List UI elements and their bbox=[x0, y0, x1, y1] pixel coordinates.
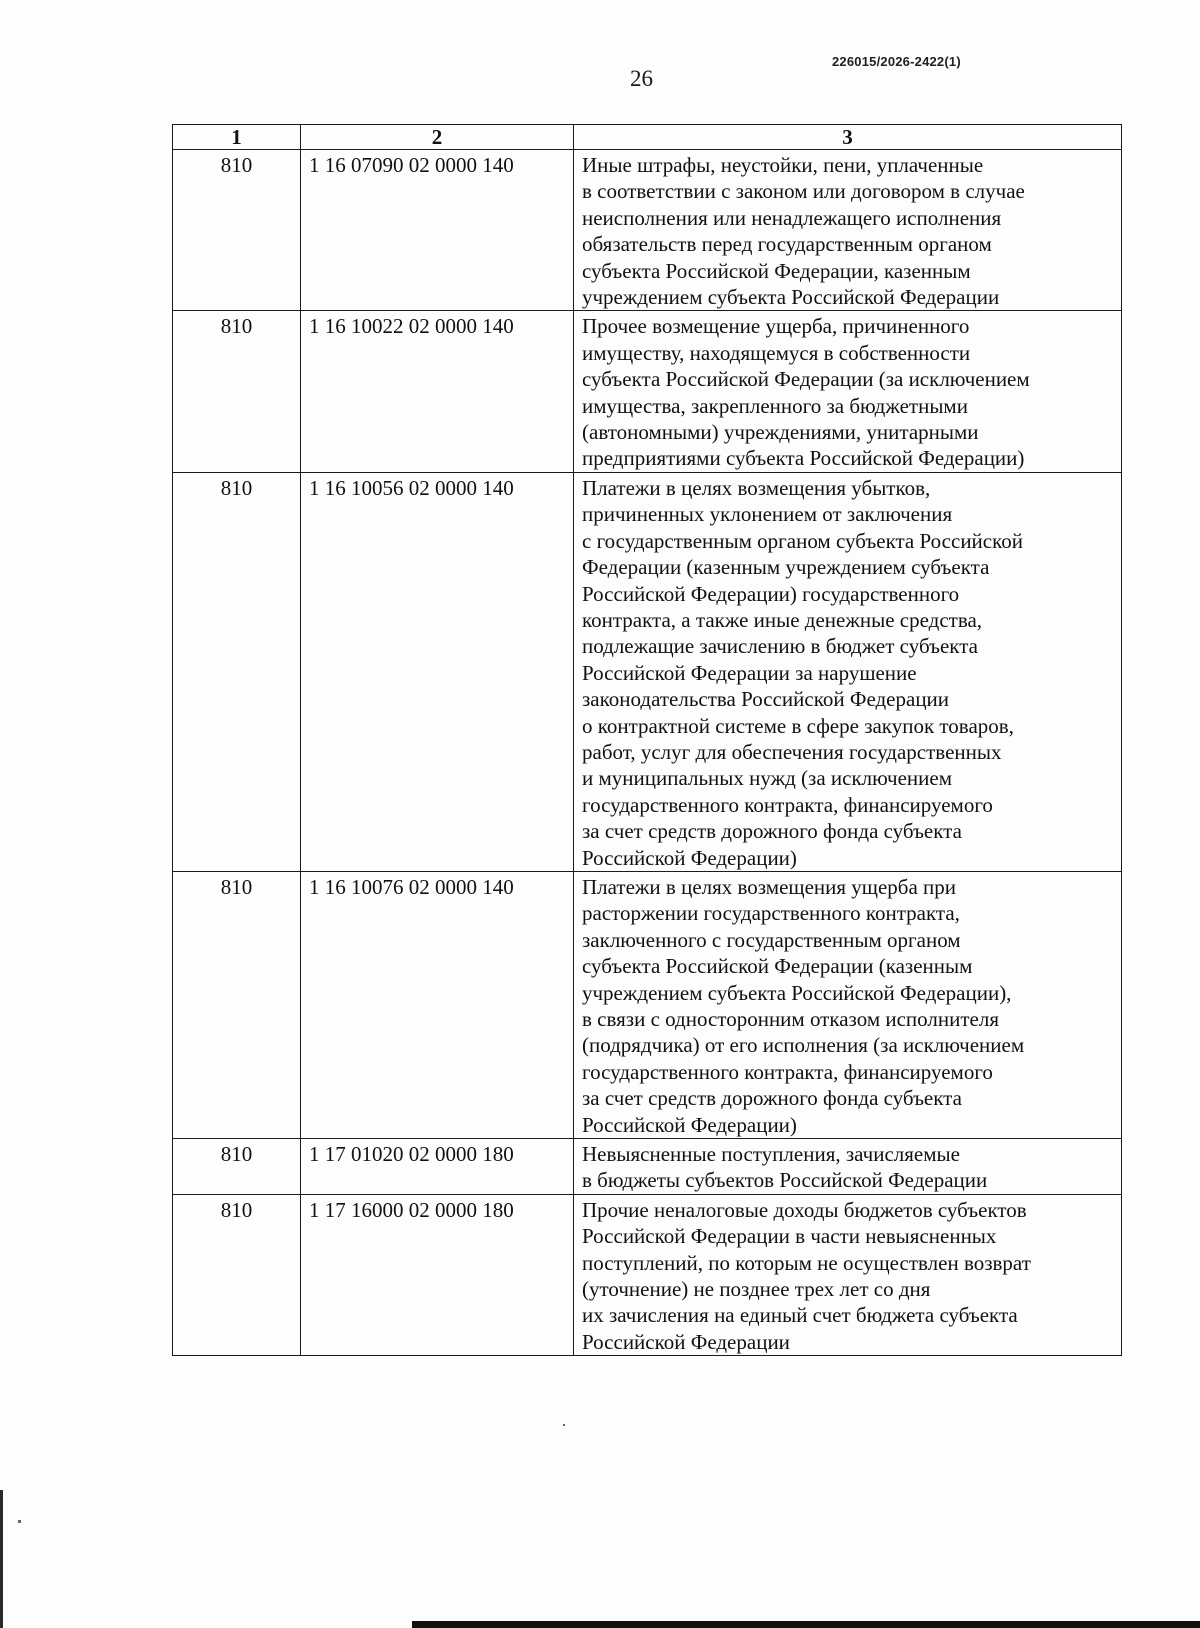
revenue-name-line: государственного контракта, финансируемого bbox=[582, 1059, 993, 1084]
revenue-name-line: Российской Федерации за нарушение bbox=[582, 660, 917, 685]
revenue-name-line: (уточнение) не позднее трех лет со дня bbox=[582, 1277, 931, 1302]
revenue-name-line: расторжении государственного контракта, bbox=[582, 901, 960, 926]
revenue-name-line: подлежащие зачислению в бюджет субъекта bbox=[582, 634, 978, 659]
column-header-1: 1 bbox=[173, 125, 301, 150]
budget-classification-code-cell: 1 16 10076 02 0000 140 bbox=[301, 871, 574, 1138]
scan-speck bbox=[563, 1424, 565, 1426]
admin-code-cell: 810 bbox=[173, 150, 301, 311]
revenue-name-line: Платежи в целях возмещения убытков, bbox=[582, 475, 931, 500]
table-header-row bbox=[173, 125, 1122, 150]
revenue-name-line: субъекта Российской Федерации (за исключением bbox=[582, 367, 1030, 392]
column-header-2: 2 bbox=[301, 125, 574, 150]
revenue-name-line: с государственным органом субъекта Российской bbox=[582, 528, 1023, 553]
admin-code-cell: 810 bbox=[173, 871, 301, 1138]
budget-classification-code-cell: 1 17 16000 02 0000 180 bbox=[301, 1194, 574, 1355]
budget-classification-code-cell: 1 16 07090 02 0000 140 bbox=[301, 150, 574, 311]
revenue-name-line: в соответствии с законом или договором в случае bbox=[582, 179, 1025, 204]
revenue-name-line: Российской Федерации bbox=[582, 1329, 790, 1354]
column-header-3: 3 bbox=[574, 125, 1122, 150]
revenue-name-cell bbox=[574, 472, 1122, 871]
bottom-scan-border bbox=[412, 1621, 1200, 1628]
document-registration-number: 226015/2026-2422(1) bbox=[832, 54, 961, 69]
revenue-name-line: заключенного с государственным органом bbox=[582, 927, 961, 952]
revenue-name-cell bbox=[574, 1194, 1122, 1355]
revenue-name-cell bbox=[574, 1139, 1122, 1195]
revenue-name-line: Прочее возмещение ущерба, причиненного bbox=[582, 314, 970, 339]
revenue-name-line: контракта, а также иные денежные средства, bbox=[582, 607, 983, 632]
revenue-name-line: неисполнения или ненадлежащего исполнения bbox=[582, 205, 1002, 230]
revenue-name-line: субъекта Российской Федерации, казенным bbox=[582, 258, 971, 283]
revenue-name-line: и муниципальных нужд (за исключением bbox=[582, 766, 952, 791]
revenue-name-line: государственного контракта, финансируемого bbox=[582, 792, 993, 817]
revenue-name-line: Российской Федерации) bbox=[582, 845, 797, 870]
table-row bbox=[173, 1194, 1122, 1355]
revenue-name-line: обязательств перед государственным органом bbox=[582, 232, 992, 257]
revenue-name-line: (автономными) учреждениями, унитарными bbox=[582, 420, 979, 445]
revenue-name-line: предприятиями субъекта Российской Федерации) bbox=[582, 446, 1025, 471]
revenue-name-line: законодательства Российской Федерации bbox=[582, 687, 950, 712]
revenue-name-line: Иные штрафы, неустойки, пени, уплаченные bbox=[582, 153, 984, 177]
table-body bbox=[173, 150, 1122, 1356]
budget-classification-code-cell: 1 16 10022 02 0000 140 bbox=[301, 311, 574, 472]
revenue-name-line: Невыясненные поступления, зачисляемые bbox=[582, 1142, 960, 1167]
revenue-name-line: Российской Федерации) государственного bbox=[582, 581, 960, 606]
revenue-name-line: Прочие неналоговые доходы бюджетов субъектов bbox=[582, 1197, 1027, 1222]
admin-code-cell: 810 bbox=[173, 311, 301, 472]
revenue-name-line: имущества, закрепленного за бюджетными bbox=[582, 393, 968, 418]
revenue-name-line: субъекта Российской Федерации (казенным bbox=[582, 954, 973, 979]
revenue-name-line: в бюджеты субъектов Российской Федерации bbox=[582, 1168, 988, 1193]
left-scan-border bbox=[0, 1490, 3, 1628]
admin-code-cell: 810 bbox=[173, 1139, 301, 1195]
page-number: 26 bbox=[630, 66, 653, 91]
revenue-codes-table bbox=[172, 124, 1122, 1356]
scan-speck bbox=[18, 1520, 21, 1523]
revenue-name-line: за счет средств дорожного фонда субъекта bbox=[582, 819, 962, 844]
revenue-name-line: о контрактной системе в сфере закупок товаров, bbox=[582, 713, 1014, 738]
revenue-name-line: Платежи в целях возмещения ущерба при bbox=[582, 874, 957, 899]
revenue-name-line: Российской Федерации) bbox=[582, 1112, 797, 1137]
revenue-name-line: поступлений, по которым не осуществлен возврат bbox=[582, 1250, 1031, 1275]
revenue-name-cell bbox=[574, 150, 1122, 311]
revenue-name-line: причиненных уклонением от заключения bbox=[582, 502, 953, 527]
revenue-name-line: Федерации (казенным учреждением субъекта bbox=[582, 555, 990, 580]
admin-code-cell: 810 bbox=[173, 1194, 301, 1355]
table-row bbox=[173, 472, 1122, 871]
revenue-name-cell bbox=[574, 311, 1122, 472]
table-row bbox=[173, 311, 1122, 472]
table-row bbox=[173, 150, 1122, 311]
budget-classification-code-cell: 1 16 10056 02 0000 140 bbox=[301, 472, 574, 871]
revenue-name-line: (подрядчика) от его исполнения (за исключением bbox=[582, 1033, 1025, 1058]
revenue-name-line: их зачисления на единый счет бюджета субъекта bbox=[582, 1303, 1018, 1328]
revenue-name-line: работ, услуг для обеспечения государственных bbox=[582, 739, 1002, 764]
table-row bbox=[173, 871, 1122, 1138]
table-row bbox=[173, 1139, 1122, 1195]
revenue-name-line: Российской Федерации в части невыясненных bbox=[582, 1224, 997, 1249]
revenue-name-cell bbox=[574, 871, 1122, 1138]
budget-classification-code-cell: 1 17 01020 02 0000 180 bbox=[301, 1139, 574, 1195]
revenue-name-line: имуществу, находящемуся в собственности bbox=[582, 340, 971, 365]
revenue-name-line: в связи с односторонним отказом исполнителя bbox=[582, 1007, 999, 1031]
revenue-name-line: за счет средств дорожного фонда субъекта bbox=[582, 1086, 962, 1111]
revenue-name-line: учреждением субъекта Российской Федерации bbox=[582, 285, 1000, 310]
admin-code-cell: 810 bbox=[173, 472, 301, 871]
revenue-name-line: учреждением субъекта Российской Федерации), bbox=[582, 980, 1012, 1005]
